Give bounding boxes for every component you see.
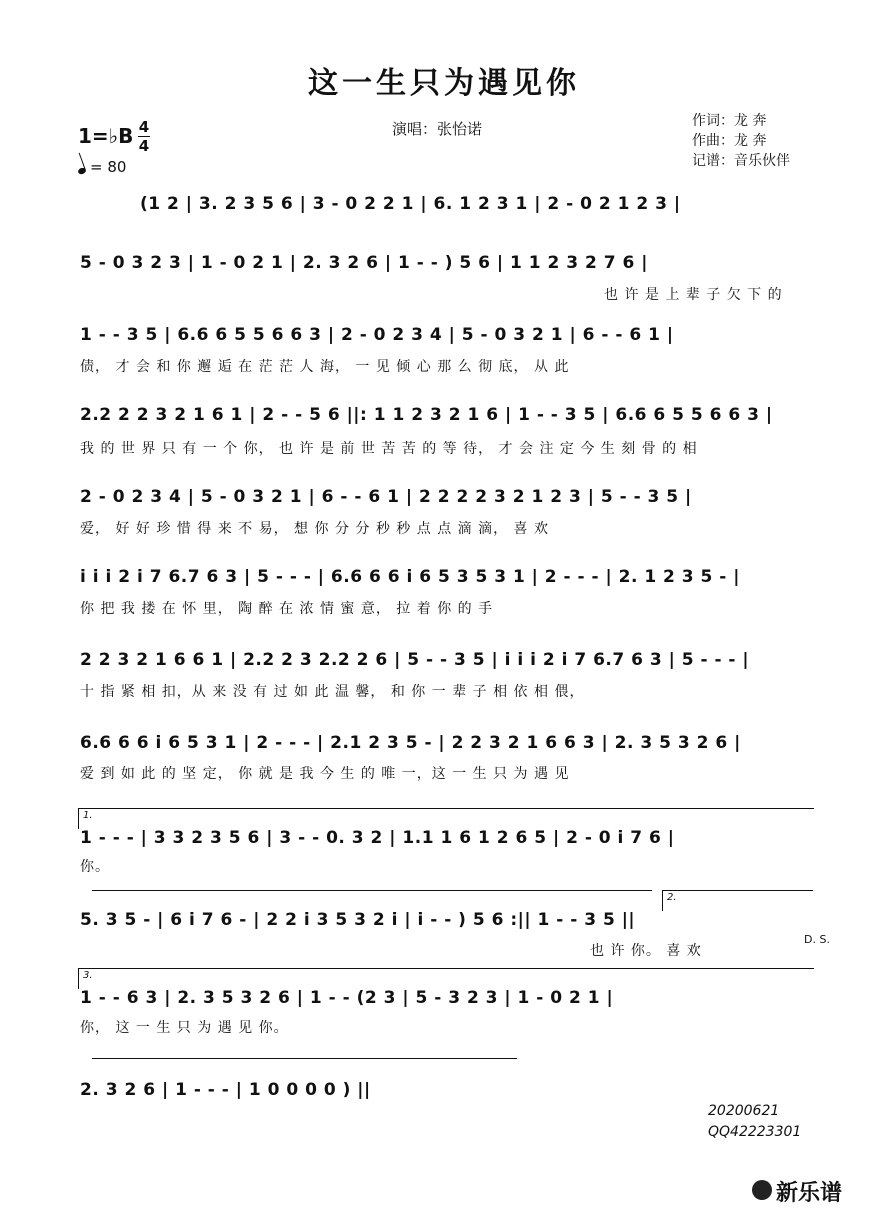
record-logo-icon xyxy=(752,1180,772,1200)
notation-line: (1 2 | 3. 2 3 5 6 | 3 - 0 2 2 1 | 6. 1 2 3 1 | 2 - 0 2 1 2 3 | xyxy=(140,194,681,214)
singer-credit: 演唱：张怡诺 xyxy=(392,120,483,138)
meter-bottom: 4 xyxy=(138,137,150,155)
notation-line: 2 2 3 2 1 6 6 1 | 2.2 2 3 2.2 2 6 | 5 - - 3 5 | i i i 2 i 7 6.7 6 3 | 5 - - - | xyxy=(80,650,750,670)
music-row xyxy=(80,194,815,224)
lyric-line: 爱 到 如 此 的 坚 定， 你 就 是 我 今 生 的 唯 一，这 一 生 只 为 遇 见 xyxy=(80,766,570,782)
lyric-line: 债， 才 会 和 你 邂 逅 在 茫 茫 人 海， 一 见 倾 心 那 么 彻 底， 从 此 xyxy=(80,359,570,375)
tempo-value: = 80 xyxy=(90,158,127,176)
dal-segno-mark: D. S. xyxy=(804,933,830,946)
music-row xyxy=(80,650,815,680)
notation-line: 5. 3 5 - | 6 i 7 6 - | 2 2 i 3 5 3 2 i | i - - ) 5 6 :|| 1 - - 3 5 || xyxy=(80,910,636,930)
notation-line: 6.6 6 6 i 6 5 3 1 | 2 - - - | 2.1 2 3 5 - | 2 2 3 2 1 6 6 3 | 2. 3 5 3 2 6 | xyxy=(80,733,741,753)
tempo-mark xyxy=(78,158,126,176)
music-row xyxy=(80,988,815,1018)
notation-line: 2.2 2 2 3 2 1 6 1 | 2 - - 5 6 ||: 1 1 2 3 2 1 6 | 1 - - 3 5 | 6.6 6 5 5 6 6 3 | xyxy=(80,405,773,425)
site-logo: 新乐谱 xyxy=(776,1181,843,1206)
meter-top: 4 xyxy=(138,118,150,136)
music-row xyxy=(80,828,815,858)
volta-bracket-3 xyxy=(78,968,814,989)
lyric-line: 我 的 世 界 只 有 一 个 你， 也 许 是 前 世 苦 苦 的 等 待， 才 会 注 定 今 生 刻 骨 的 相 xyxy=(80,441,698,457)
notation-line: 1 - - 3 5 | 6.6 6 5 5 6 6 3 | 2 - 0 2 3 4 | 5 - 0 3 2 1 | 6 - - 6 1 | xyxy=(80,325,674,345)
lyric-line: 你。 xyxy=(80,859,110,875)
quarter-note-icon xyxy=(77,167,87,175)
music-row xyxy=(80,1080,815,1110)
music-row xyxy=(80,405,815,435)
notation-line: i i i 2 i 7 6.7 6 3 | 5 - - - | 6.6 6 6 i 6 5 3 5 3 1 | 2 - - - | 2. 1 2 3 5 - | xyxy=(80,567,740,587)
notation-line: 5 - 0 3 2 3 | 1 - 0 2 1 | 2. 3 2 6 | 1 - - ) 5 6 | 1 1 2 3 2 7 6 | xyxy=(80,253,648,273)
notation-line: 2. 3 2 6 | 1 - - - | 1 0 0 0 0 ) || xyxy=(80,1080,371,1100)
music-row xyxy=(80,253,815,283)
volta-continuation xyxy=(92,1058,517,1059)
music-row xyxy=(80,487,815,517)
time-signature xyxy=(138,118,150,155)
volta-continuation xyxy=(92,890,652,891)
notation-line: 1 - - - | 3 3 2 3 5 6 | 3 - - 0. 3 2 | 1.1 1 6 1 2 6 5 | 2 - 0 i 7 6 | xyxy=(80,828,675,848)
lyric-line: 爱， 好 好 珍 惜 得 来 不 易， 想 你 分 分 秒 秒 点 点 滴 滴， 喜 欢 xyxy=(80,521,550,537)
volta-bracket-1 xyxy=(78,808,814,829)
date-stamp: 20200621 xyxy=(708,1103,780,1119)
lyric-line: 你， 这 一 生 只 为 遇 见 你。 xyxy=(80,1020,289,1036)
volta-label: 2. xyxy=(667,892,677,903)
notation-line: 1 - - 6 3 | 2. 3 5 3 2 6 | 1 - - (2 3 | 5 - 3 2 3 | 1 - 0 2 1 | xyxy=(80,988,614,1008)
lyric-line: 也 许 你。 喜 欢 xyxy=(590,943,702,959)
volta-label: 3. xyxy=(83,970,93,981)
key-signature: 1=♭B xyxy=(78,124,134,148)
music-row xyxy=(80,733,815,763)
lyric-line: 也 许 是 上 辈 子 欠 下 的 xyxy=(604,287,783,303)
volta-bracket-2 xyxy=(662,890,813,911)
contact-id: QQ42223301 xyxy=(708,1124,802,1140)
score-title: 这一生只为遇见你 xyxy=(308,66,580,101)
transcriber-credit: 记谱：音乐伙伴 xyxy=(692,153,790,169)
lyric-line: 你 把 我 搂 在 怀 里， 陶 醉 在 浓 情 蜜 意， 拉 着 你 的 手 xyxy=(80,601,494,617)
music-row xyxy=(80,910,815,940)
lyricist-credit: 作词：龙 奔 xyxy=(692,113,767,129)
composer-credit: 作曲：龙 奔 xyxy=(692,133,767,149)
notation-line: 2 - 0 2 3 4 | 5 - 0 3 2 1 | 6 - - 6 1 | 2 2 2 2 3 2 1 2 3 | 5 - - 3 5 | xyxy=(80,487,692,507)
volta-label: 1. xyxy=(83,810,93,821)
music-row xyxy=(80,325,815,355)
music-row xyxy=(80,567,815,597)
lyric-line: 十 指 紧 相 扣，从 来 没 有 过 如 此 温 馨， 和 你 一 辈 子 相 依 相 偎， xyxy=(80,684,585,700)
